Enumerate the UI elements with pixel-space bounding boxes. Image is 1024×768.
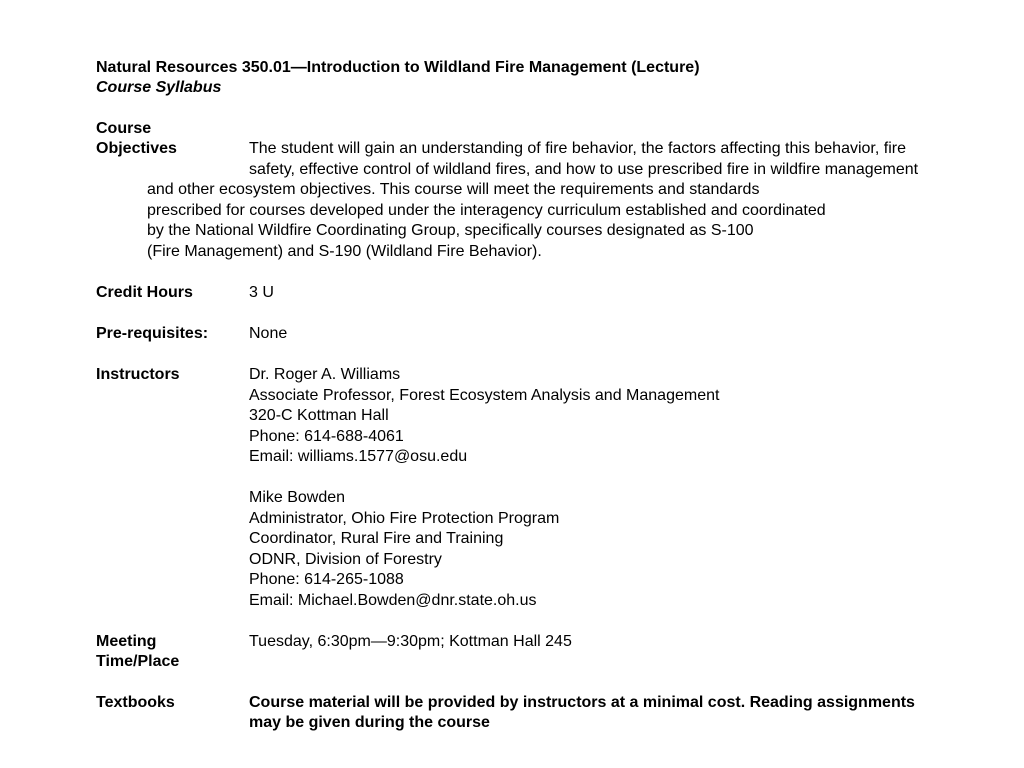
meeting-value: Tuesday, 6:30pm—9:30pm; Kottman Hall 245 <box>249 633 572 650</box>
page-subtitle: Course Syllabus <box>96 79 222 96</box>
instructor2-role: Coordinator, Rural Fire and Training <box>249 530 504 547</box>
objectives-text-line: and other ecosystem objectives. This course will meet the requirements and standards <box>147 181 760 198</box>
objectives-text-line: safety, effective control of wildland fires, and how to use prescribed fire in wildfire management <box>249 161 919 178</box>
instructor2-division: ODNR, Division of Forestry <box>249 551 442 568</box>
objectives-label-line2: Objectives <box>96 140 177 157</box>
meeting-label-line2: Time/Place <box>96 653 180 670</box>
prerequisites-value: None <box>249 325 288 342</box>
textbooks-text-line: may be given during the course <box>249 714 490 731</box>
instructor2-phone: Phone: 614-265-1088 <box>249 571 404 588</box>
page-title: Natural Resources 350.01—Introduction to Wildland Fire Management (Lecture) <box>96 59 700 76</box>
textbooks-text-line: Course material will be provided by instructors at a minimal cost. Reading assignments <box>249 694 915 711</box>
instructor2-name: Mike Bowden <box>249 489 346 506</box>
instructor1-email: Email: williams.1577@osu.edu <box>249 448 468 465</box>
prerequisites-label: Pre-requisites: <box>96 325 209 342</box>
credit-hours-value: 3 U <box>249 284 274 301</box>
instructors-label: Instructors <box>96 366 180 383</box>
instructor1-name: Dr. Roger A. Williams <box>249 366 401 383</box>
instructor1-phone: Phone: 614-688-4061 <box>249 428 404 445</box>
meeting-label-line1: Meeting <box>96 633 157 650</box>
objectives-text-line: prescribed for courses developed under the interagency curriculum established and coordinated <box>147 202 826 219</box>
instructor2-title: Administrator, Ohio Fire Protection Program <box>249 510 560 527</box>
objectives-text-line: (Fire Management) and S-190 (Wildland Fire Behavior). <box>147 243 542 260</box>
objectives-text-line: by the National Wildfire Coordinating Group, specifically courses designated as S-100 <box>147 222 754 239</box>
credit-hours-label: Credit Hours <box>96 284 193 301</box>
objectives-label-line1: Course <box>96 120 152 137</box>
instructor1-office: 320-C Kottman Hall <box>249 407 389 424</box>
textbooks-label: Textbooks <box>96 694 175 711</box>
objectives-text-line: The student will gain an understanding of fire behavior, the factors affecting this behavior, fire <box>249 140 906 157</box>
instructor1-title: Associate Professor, Forest Ecosystem Analysis and Management <box>249 387 720 404</box>
instructor2-email: Email: Michael.Bowden@dnr.state.oh.us <box>249 592 537 609</box>
